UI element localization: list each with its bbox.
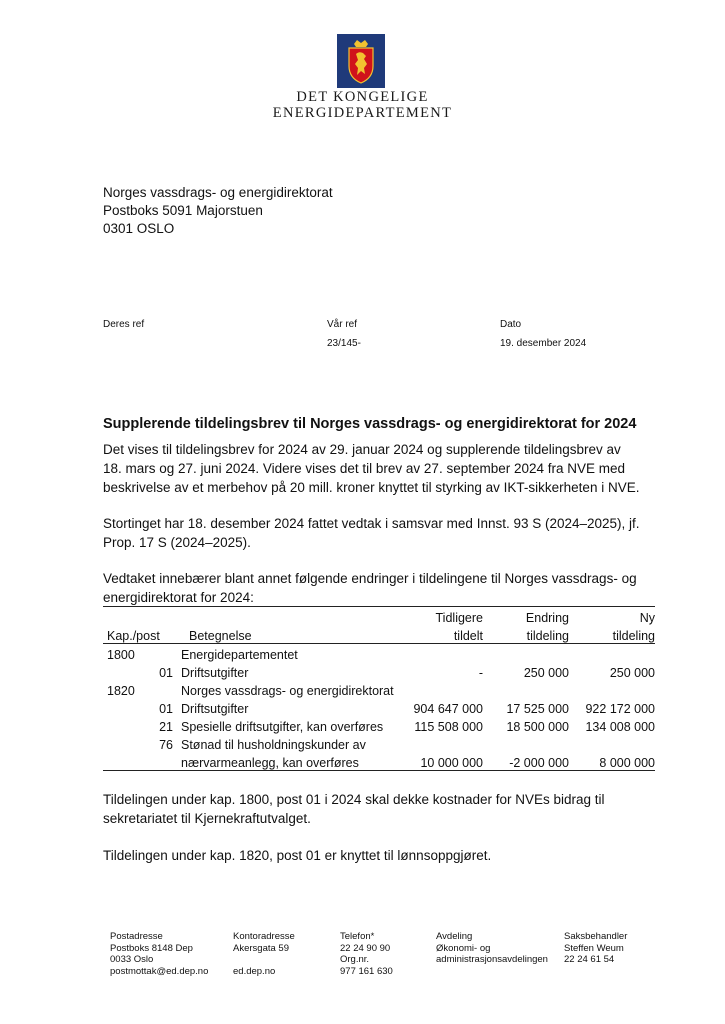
- footer-postal-address: [110, 931, 208, 977]
- cell-kap: 1820: [107, 684, 135, 698]
- var-ref-label: Vår ref: [327, 319, 358, 330]
- paragraph-line: Stortinget har 18. desember 2024 fattet vedtak i samsvar med Innst. 93 S (2024–2025), jf.: [103, 516, 640, 531]
- cell-post: [140, 680, 181, 698]
- paragraph-line: beskrivelse av et merbehov på 20 mill. kroner knyttet til styrking av IKT-sikkerheten i NVE.: [103, 480, 640, 495]
- table-row: [103, 716, 655, 734]
- header-new-bot: tildeling: [569, 625, 655, 644]
- footer-website: ed.dep.no: [233, 965, 276, 977]
- paragraph-intro: [103, 440, 663, 497]
- cell-post: 21: [159, 720, 173, 734]
- footer-text: Akersgata 59: [233, 942, 289, 954]
- cell-new: [569, 734, 655, 752]
- cell-post: 01: [159, 666, 173, 680]
- paragraph-kap1800: [103, 790, 663, 828]
- header-prev-top: Tidligere: [397, 607, 483, 626]
- paragraph-line: Prop. 17 S (2024–2025).: [103, 535, 251, 550]
- coat-of-arms-logo: [337, 34, 385, 88]
- cell-chg: [483, 680, 569, 698]
- cell-kap: [103, 698, 140, 716]
- footer-email: postmottak@ed.dep.no: [110, 965, 209, 977]
- header-prev-bot: tildelt: [397, 625, 483, 644]
- paragraph-line: Vedtaket innebærer blant annet følgende endringer i tildelingene til Norges vassdrags- og: [103, 571, 637, 586]
- table-header-row: [103, 625, 655, 644]
- cell-chg: -2 000 000: [483, 752, 569, 771]
- footer-text: Økonomi- og: [436, 942, 491, 954]
- footer-department: [436, 931, 548, 966]
- var-ref-value: 23/145-: [327, 338, 361, 349]
- footer-label: Saksbehandler: [564, 931, 628, 942]
- header-chg-top: Endring: [483, 607, 569, 626]
- table-row: [103, 698, 655, 716]
- paragraph-vedtaket: [103, 569, 663, 607]
- cell-chg: 250 000: [523, 666, 569, 680]
- cell-new: 8 000 000: [569, 752, 655, 771]
- footer-label: Postadresse: [110, 931, 163, 942]
- cell-prev: [397, 734, 483, 752]
- footer-text: [233, 954, 295, 966]
- cell-chg: 17 525 000: [506, 702, 569, 716]
- footer-label: Kontoradresse: [233, 931, 295, 942]
- cell-new: 134 008 000: [585, 720, 655, 734]
- paragraph-line: 18. mars og 27. juni 2024. Videre vises det til brev av 27. september 2024 fra NVE med: [103, 461, 626, 476]
- footer-case-officer: [564, 931, 627, 966]
- cell-kap: [103, 662, 140, 680]
- department-name-line2: ENERGIDEPARTEMENT: [272, 105, 453, 121]
- header-new-top: Ny: [569, 607, 655, 626]
- paragraph-line: Tildelingen under kap. 1820, post 01 er knyttet til lønnsoppgjøret.: [103, 848, 492, 863]
- footer-text: 0033 Oslo: [110, 954, 154, 965]
- cell-new: [569, 644, 655, 663]
- header-kap-post: Kap./post: [103, 625, 181, 644]
- recipient-city: 0301 OSLO: [103, 221, 175, 236]
- deres-ref-label: Deres ref: [103, 319, 145, 330]
- cell-chg: [483, 644, 569, 663]
- cell-desc: Driftsutgifter: [181, 702, 249, 716]
- cell-prev: [397, 644, 483, 663]
- footer-text: 977 161 630: [340, 965, 393, 977]
- footer-text: Steffen Weum: [564, 942, 624, 954]
- cell-kap: 1800: [107, 648, 135, 662]
- paragraph-stortinget: [103, 514, 663, 552]
- paragraph-line: Tildelingen under kap. 1800, post 01 i 2024 skal dekke kostnader for NVEs bidrag til: [103, 792, 605, 807]
- footer-label: Avdeling: [436, 931, 473, 942]
- cell-desc: Norges vassdrags- og energidirektorat: [181, 684, 394, 698]
- cell-desc: Energidepartementet: [181, 648, 298, 662]
- cell-desc: nærvarmeanlegg, kan overføres: [181, 752, 397, 771]
- cell-prev: 10 000 000: [397, 752, 483, 771]
- footer-text: 22 24 61 54: [564, 954, 615, 965]
- table-row: [103, 734, 655, 752]
- cell-post: [140, 752, 181, 771]
- allocation-table: [103, 606, 655, 771]
- recipient-name: Norges vassdrags- og energidirektorat: [103, 185, 333, 200]
- cell-prev: 904 647 000: [413, 702, 483, 716]
- footer-office-address: [233, 931, 295, 977]
- paragraph-line: Det vises til tildelingsbrev for 2024 av 29. januar 2024 og supplerende tildelingsbrev av: [103, 442, 621, 457]
- letter-title: Supplerende tildelingsbrev til Norges vassdrags- og energidirektorat for 2024: [103, 416, 637, 432]
- table-row: [103, 680, 655, 698]
- cell-chg: [483, 734, 569, 752]
- footer-phone: [340, 931, 393, 977]
- header-betegnelse: Betegnelse: [181, 625, 397, 644]
- cell-prev: [397, 680, 483, 698]
- table-row: [103, 644, 655, 663]
- cell-desc: Driftsutgifter: [181, 666, 249, 680]
- cell-post: 01: [159, 702, 173, 716]
- footer-text: Postboks 8148 Dep: [110, 942, 193, 954]
- cell-new: [569, 680, 655, 698]
- cell-prev: 115 508 000: [414, 720, 483, 734]
- paragraph-kap1820: [103, 846, 663, 865]
- table-header-row: [103, 607, 655, 626]
- footer-label: Telefon*: [340, 931, 375, 942]
- cell-post: 76: [159, 738, 173, 752]
- footer-text: Org.nr.: [340, 954, 370, 965]
- cell-kap: [103, 734, 140, 752]
- cell-new: 922 172 000: [585, 702, 655, 716]
- date-value: 19. desember 2024: [500, 338, 587, 349]
- header-chg-bot: tildeling: [483, 625, 569, 644]
- table-row: [103, 752, 655, 771]
- department-name-line1: DET KONGELIGE: [296, 89, 429, 105]
- date-label: Dato: [500, 319, 522, 330]
- cell-prev: -: [478, 666, 483, 680]
- cell-kap: [103, 716, 140, 734]
- cell-new: 250 000: [609, 666, 655, 680]
- footer-text: 22 24 90 90: [340, 942, 391, 954]
- cell-desc: Stønad til husholdningskunder av: [181, 738, 366, 752]
- recipient-street: Postboks 5091 Majorstuen: [103, 203, 263, 218]
- paragraph-line: sekretariatet til Kjernekraftutvalget.: [103, 811, 311, 826]
- cell-chg: 18 500 000: [506, 720, 569, 734]
- cell-kap: [103, 752, 140, 771]
- table-row: [103, 662, 655, 680]
- cell-desc: Spesielle driftsutgifter, kan overføres: [181, 720, 384, 734]
- footer-text: administrasjonsavdelingen: [436, 954, 548, 965]
- cell-post: [140, 644, 181, 663]
- paragraph-line: energidirektorat for 2024:: [103, 590, 254, 605]
